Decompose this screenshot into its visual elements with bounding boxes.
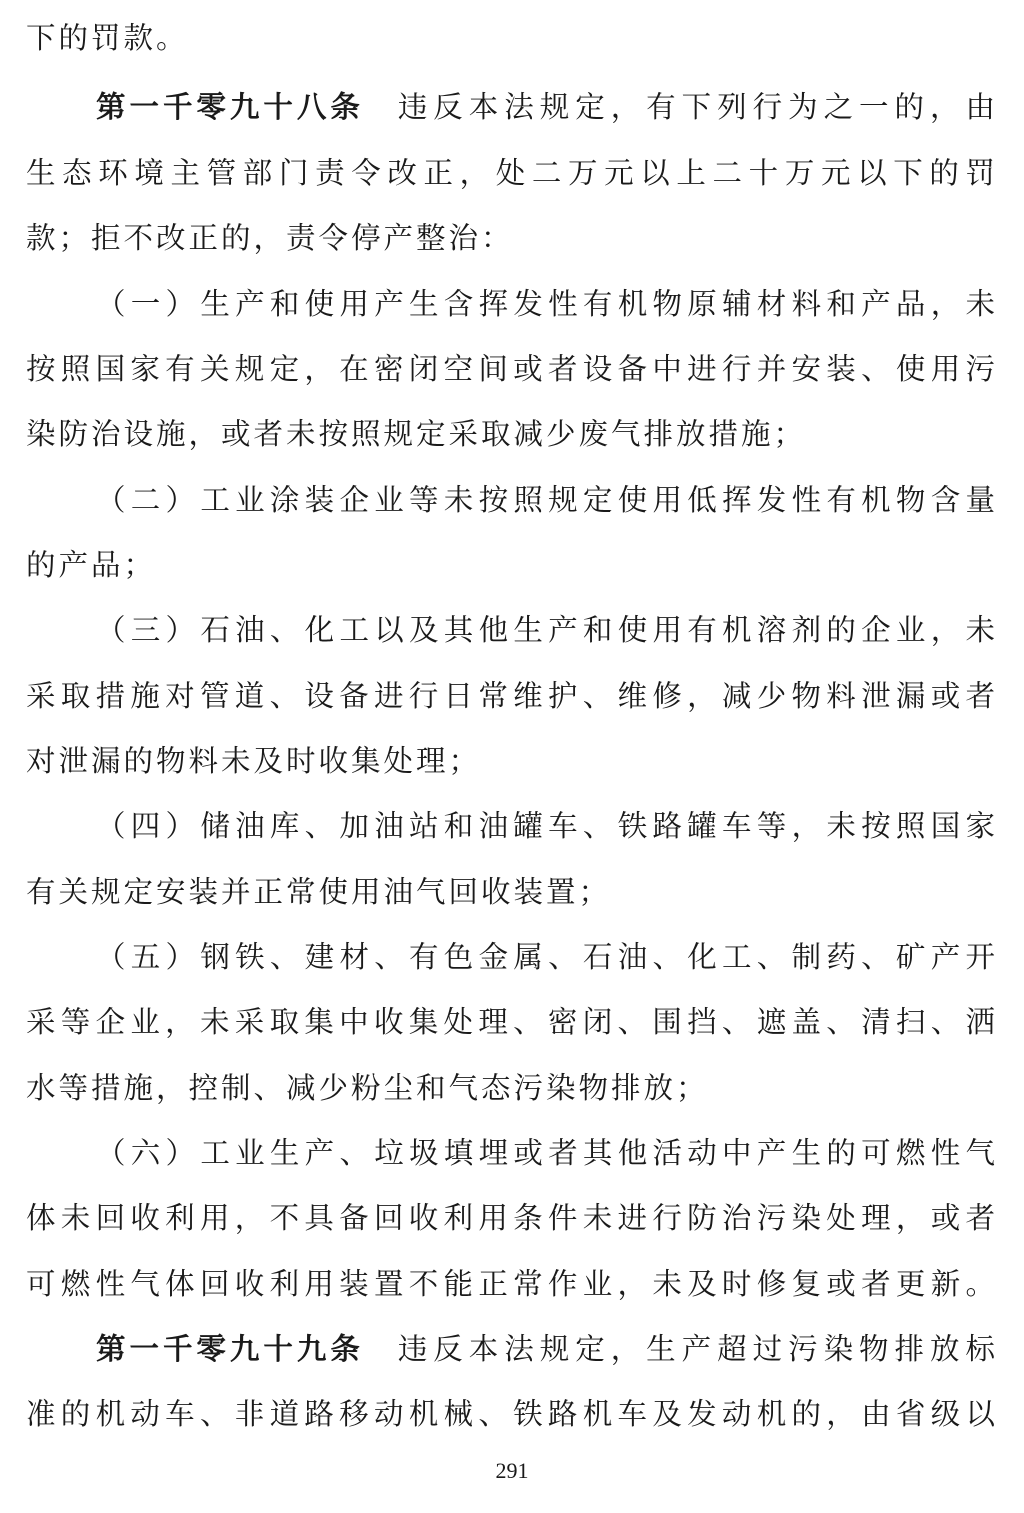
text-line: 可燃性气体回收利用装置不能正常作业，未及时修复或者更新。 <box>26 1267 998 1301</box>
text-line: （三）石油、化工以及其他生产和使用有机溶剂的企业，未 <box>96 613 998 647</box>
text-line: 下的罚款。 <box>26 21 189 55</box>
text-line: 采取措施对管道、设备进行日常维护、维修，减少物料泄漏或者 <box>26 679 998 713</box>
text-line: 的产品； <box>26 548 157 582</box>
text-line: （二）工业涂装企业等未按照规定使用低挥发性有机物含量 <box>96 483 998 517</box>
text-line: 对泄漏的物料未及时收集处理； <box>26 744 482 778</box>
text-span: 违反本法规定，生产超过污染物排放标 <box>397 1332 998 1366</box>
text-line: 体未回收利用，不具备回收利用条件未进行防治污染处理，或者 <box>26 1201 998 1235</box>
text-line: 有关规定安装并正常使用油气回收装置； <box>26 875 612 909</box>
text-line: 水等措施，控制、减少粉尘和气态污染物排放； <box>26 1071 709 1105</box>
article-1099-first-line <box>96 1329 998 1369</box>
text-line: （六）工业生产、垃圾填埋或者其他活动中产生的可燃性气 <box>96 1136 998 1170</box>
text-span: 违反本法规定，有下列行为之一的，由 <box>397 90 998 124</box>
article-heading: 第一千零九十八条 <box>96 90 364 124</box>
text-line: （一）生产和使用产生含挥发性有机物原辅材料和产品，未 <box>96 287 998 321</box>
text-line: 生态环境主管部门责令改正，处二万元以上二十万元以下的罚 <box>26 156 998 190</box>
text-line: 款；拒不改正的，责令停产整治： <box>26 221 514 255</box>
text-line: 按照国家有关规定，在密闭空间或者设备中进行并安装、使用污 <box>26 352 998 386</box>
text-line: 染防治设施，或者未按照规定采取减少废气排放措施； <box>26 417 807 451</box>
article-1098-first-line <box>96 87 998 127</box>
article-heading: 第一千零九十九条 <box>96 1332 364 1366</box>
text-line: （四）储油库、加油站和油罐车、铁路罐车等，未按照国家 <box>96 809 998 843</box>
text-line: （五）钢铁、建材、有色金属、石油、化工、制药、矿产开 <box>96 940 998 974</box>
text-line: 准的机动车、非道路移动机械、铁路机车及发动机的，由省级以 <box>26 1397 998 1431</box>
text-line: 采等企业，未采取集中收集处理、密闭、围挡、遮盖、清扫、洒 <box>26 1005 998 1039</box>
page-number: 291 <box>495 1458 529 1483</box>
